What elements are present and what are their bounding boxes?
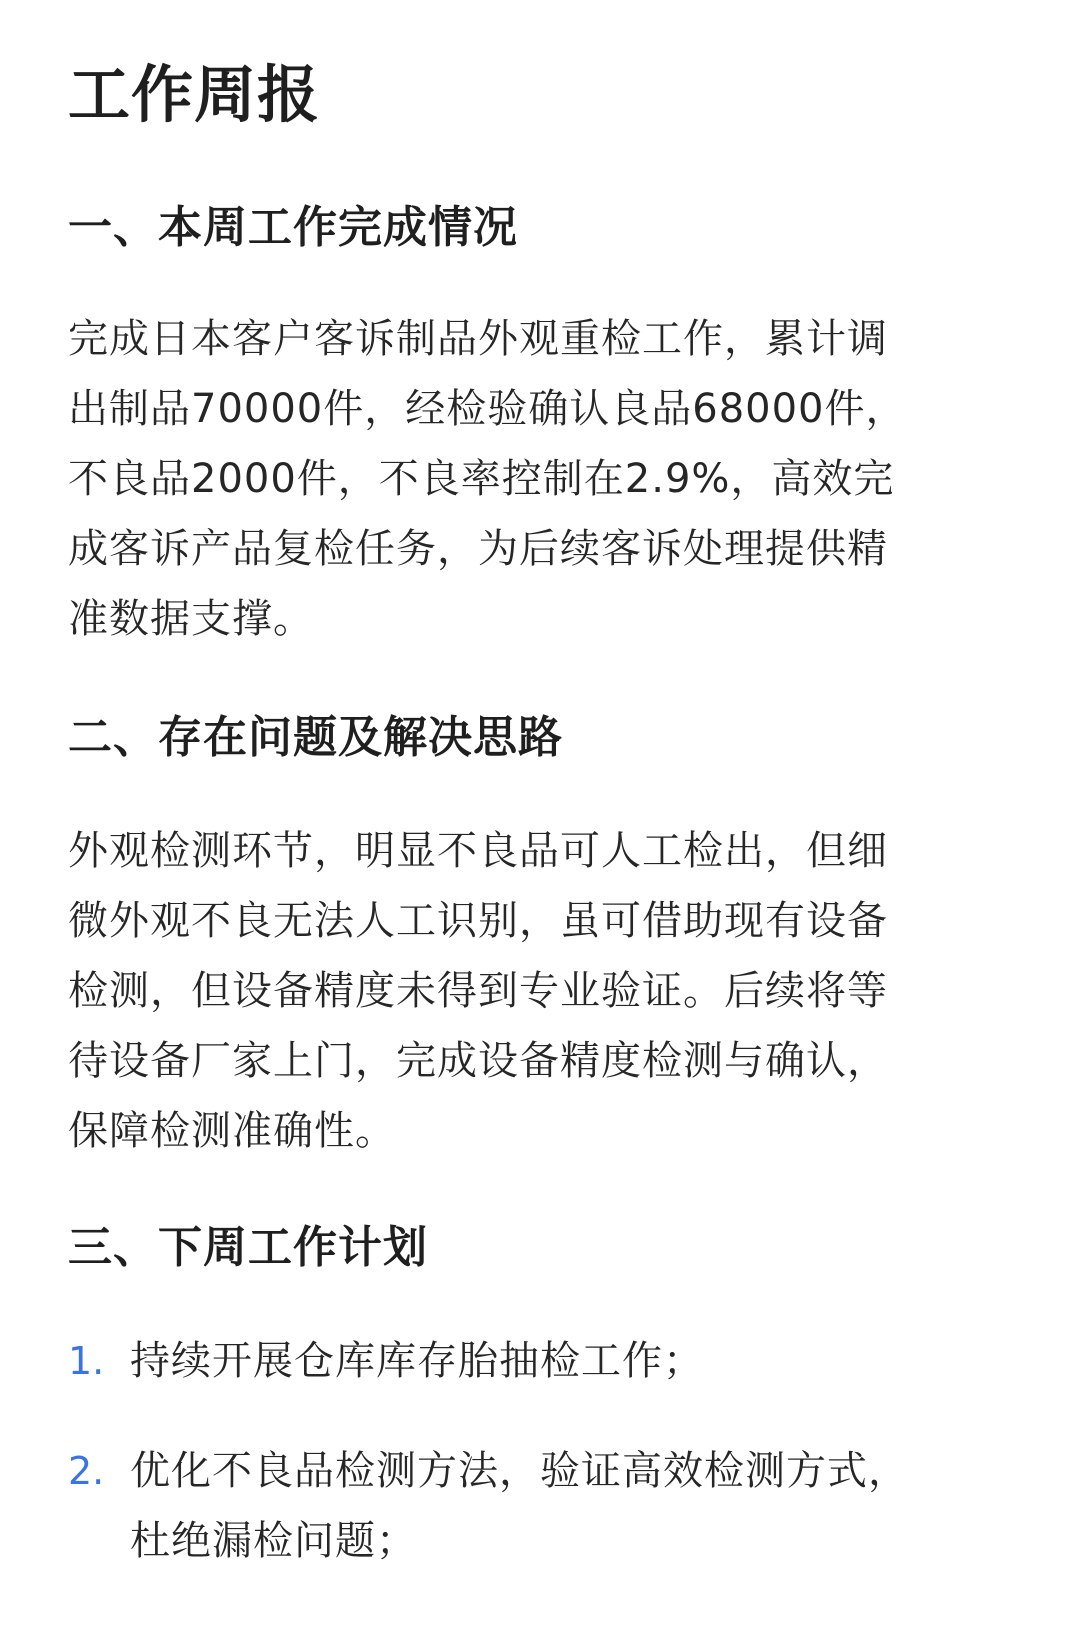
- list-item-line: 杜绝漏检问题；: [130, 1518, 417, 1564]
- plan-list-item: [68, 1436, 1012, 1576]
- section-heading-problems-solutions: 二、存在问题及解决思路: [68, 712, 563, 763]
- list-item-number: 1.: [68, 1339, 105, 1383]
- list-item-line: 持续开展仓库库存胎抽检工作；: [130, 1338, 704, 1384]
- paragraph-line: 成客诉产品复检任务，为后续客诉处理提供精: [68, 526, 888, 572]
- section-paragraph-weekly-completion: [68, 304, 1012, 654]
- plan-list-item: [68, 1326, 1012, 1396]
- paragraph-line: 检测，但设备精度未得到专业验证。后续将等: [68, 968, 888, 1014]
- section-heading-weekly-completion: 一、本周工作完成情况: [68, 202, 518, 253]
- paragraph-line: 外观检测环节，明显不良品可人工检出，但细: [68, 828, 888, 874]
- paragraph-line: 待设备厂家上门，完成设备精度检测与确认，: [68, 1038, 888, 1084]
- page-title: 工作周报: [68, 58, 321, 131]
- paragraph-line: 准数据支撑。: [68, 596, 314, 642]
- section-heading-next-week-plan: 三、下周工作计划: [68, 1222, 428, 1273]
- list-item-text: [130, 1326, 1012, 1396]
- list-item-line: 优化不良品检测方法，验证高效检测方式，: [130, 1448, 909, 1494]
- paragraph-line: 保障检测准确性。: [68, 1108, 396, 1154]
- section-paragraph-problems-solutions: [68, 816, 1012, 1166]
- list-item-number: 2.: [68, 1449, 105, 1493]
- paragraph-line: 不良品2000件，不良率控制在2.9%，高效完: [68, 456, 895, 502]
- paragraph-line: 出制品70000件，经检验确认良品68000件，: [68, 386, 907, 432]
- paragraph-line: 微外观不良无法人工识别，虽可借助现有设备: [68, 898, 888, 944]
- list-item-text: [130, 1436, 1012, 1576]
- paragraph-line: 完成日本客户客诉制品外观重检工作，累计调: [68, 316, 888, 362]
